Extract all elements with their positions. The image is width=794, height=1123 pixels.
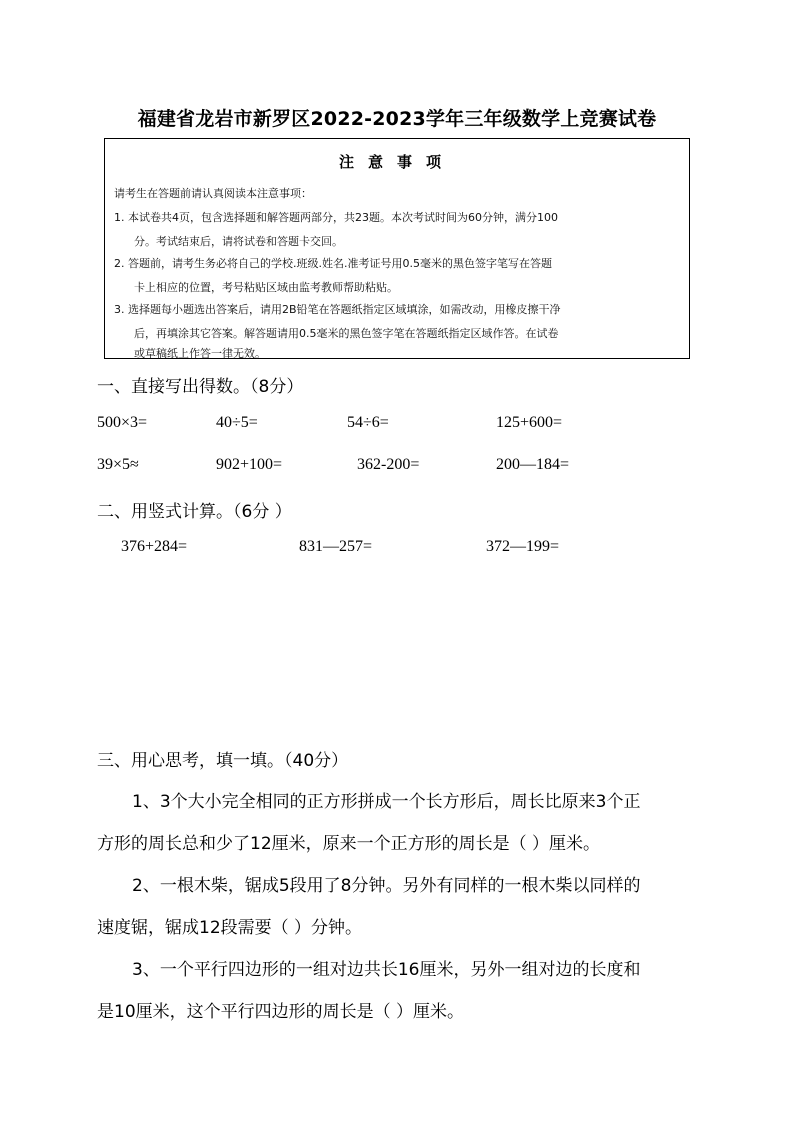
calc-item: 125+600=: [496, 414, 563, 431]
question-2-line-2: 速度锯，锯成12段需要（ ）分钟。: [97, 918, 363, 938]
notice-line: 1. 本试卷共4页，包含选择题和解答题两部分，共23题。本次考试时间为60分钟，满分100: [114, 211, 558, 224]
notice-line: 3. 选择题每小题选出答案后，请用2B铅笔在答题纸指定区域填涂，如需改动，用橡皮擦干净: [114, 303, 561, 316]
question-3-line-2: 是10厘米，这个平行四边形的周长是（ ）厘米。: [97, 1002, 465, 1022]
question-3-line-1: 3、一个平行四边形的一组对边共长16厘米，另外一组对边的长度和: [132, 960, 641, 980]
notice-line: 后，再填涂其它答案。解答题请用0.5毫米的黑色签字笔在答题纸指定区域作答。在试卷: [134, 327, 559, 340]
notice-line: 或草稿纸上作答一律无效。: [134, 347, 266, 360]
calc-item: 54÷6=: [347, 414, 389, 431]
section3-heading: 三、用心思考，填一填。（40分）: [97, 751, 349, 771]
question-2-line-1: 2、一根木柴，锯成5段用了8分钟。另外有同样的一根木柴以同样的: [132, 876, 641, 896]
vertical-calc-item: 376+284=: [121, 538, 188, 555]
question-1-line-1: 1、3个大小完全相同的正方形拼成一个长方形后，周长比原来3个正: [132, 792, 641, 812]
notice-line: 卡上相应的位置，考号粘贴区域由监考教师帮助粘贴。: [134, 281, 398, 294]
notice-line: 2. 答题前，请考生务必将自己的学校.班级.姓名.准考证号用0.5毫米的黑色签字笔写在答题: [114, 257, 552, 270]
question-1-line-2: 方形的周长总和少了12厘米，原来一个正方形的周长是（ ）厘米。: [97, 834, 601, 854]
notice-intro: 请考生在答题前请认真阅读本注意事项：: [114, 187, 312, 200]
vertical-calc-item: 831—257=: [299, 538, 373, 555]
calc-item: 40÷5=: [216, 414, 258, 431]
page-title: 福建省龙岩市新罗区2022-2023学年三年级数学上竞赛试卷: [137, 108, 657, 130]
vertical-calc-item: 372—199=: [486, 538, 560, 555]
section1-heading: 一、直接写出得数。（8分）: [97, 377, 304, 397]
calc-item: 500×3=: [97, 414, 148, 431]
notice-line: 分。考试结束后，请将试卷和答题卡交回。: [134, 235, 343, 248]
notice-box: [104, 138, 690, 359]
calc-item: 362-200=: [357, 456, 420, 473]
section2-heading: 二、用竖式计算。（6分 ）: [97, 502, 292, 522]
calc-item: 39×5≈: [97, 456, 139, 473]
calc-item: 200—184=: [496, 456, 570, 473]
notice-heading: 注意事项: [338, 153, 455, 171]
calc-item: 902+100=: [216, 456, 283, 473]
